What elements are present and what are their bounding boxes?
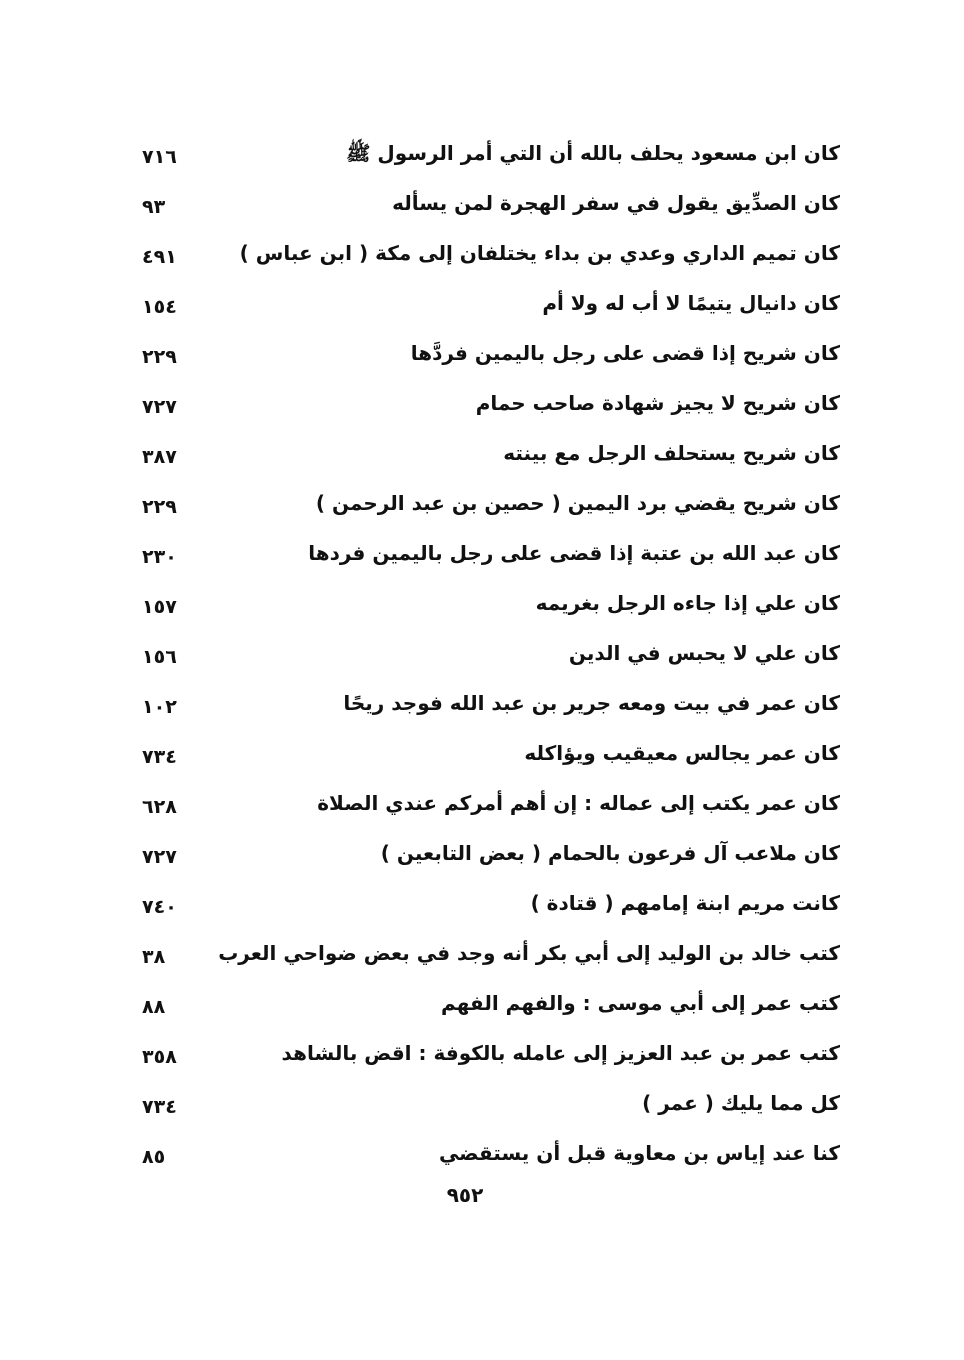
entry-page-number: ٧٣٤ — [142, 1096, 177, 1118]
entry-text: كان علي إذا جاءه الرجل بغريمه — [535, 591, 840, 615]
index-entry — [130, 728, 840, 778]
entry-text: كان عمر في بيت ومعه جرير بن عبد الله فوجد ريحًا — [343, 691, 840, 715]
index-entry — [130, 128, 840, 178]
entry-text: كتب عمر إلى أبي موسى : والفهم الفهم — [441, 991, 840, 1015]
index-entry — [130, 428, 840, 478]
index-entry — [130, 978, 840, 1028]
entry-text: كان علي لا يحبس في الدين — [568, 641, 840, 665]
entry-text: كان شريح يستحلف الرجل مع بينته — [503, 441, 840, 465]
entry-page-number: ١٠٢ — [142, 696, 177, 718]
entry-text: كان شريح إذا قضى على رجل باليمين فردَّها — [410, 341, 840, 365]
entry-page-number: ٧٢٧ — [142, 396, 177, 418]
entry-text: كان ابن مسعود يحلف بالله أن التي أمر الرسول ﷺ — [346, 141, 840, 165]
entry-page-number: ١٥٦ — [142, 646, 177, 668]
page-folio-number: ٩٥٢ — [446, 1183, 484, 1207]
index-entry — [130, 328, 840, 378]
entry-page-number: ٧١٦ — [142, 146, 177, 168]
entry-text: كتب عمر بن عبد العزيز إلى عامله بالكوفة : اقض بالشاهد — [281, 1041, 840, 1065]
entry-text: كل مما يليك ( عمر ) — [642, 1091, 840, 1115]
index-entry — [130, 1078, 840, 1128]
entry-page-number: ٢٣٠ — [142, 546, 177, 568]
index-entry — [130, 228, 840, 278]
entry-text: كان تميم الداري وعدي بن بداء يختلفان إلى مكة ( ابن عباس ) — [239, 241, 840, 265]
entry-text: كان عمر يكتب إلى عماله : إن أهم أمركم عندي الصلاة — [317, 791, 840, 815]
index-entry — [130, 1128, 840, 1178]
index-entry — [130, 278, 840, 328]
index-entry — [130, 628, 840, 678]
entry-page-number: ٨٥ — [142, 1146, 166, 1168]
entry-page-number: ١٥٧ — [142, 596, 177, 618]
entry-text: كان عمر يجالس معيقيب ويؤاكله — [524, 741, 840, 765]
entry-text: كان عبد الله بن عتبة إذا قضى على رجل باليمين فردها — [308, 541, 840, 565]
entry-page-number: ٢٢٩ — [142, 496, 177, 518]
index-entry — [130, 578, 840, 628]
entry-page-number: ٧٣٤ — [142, 746, 177, 768]
index-entry — [130, 528, 840, 578]
entry-text: كان دانيال يتيمًا لا أب له ولا أم — [542, 291, 840, 315]
index-entry — [130, 478, 840, 528]
entry-page-number: ٩٣ — [142, 196, 166, 218]
entry-page-number: ٤٩١ — [142, 246, 177, 268]
index-entry — [130, 878, 840, 928]
index-entry — [130, 1028, 840, 1078]
index-entry — [130, 178, 840, 228]
entry-page-number: ٣٥٨ — [142, 1046, 177, 1068]
index-entry — [130, 928, 840, 978]
entry-text: كان ملاعب آل فرعون بالحمام ( بعض التابعين ) — [380, 841, 840, 865]
entry-page-number: ٣٨ — [142, 946, 166, 968]
entry-page-number: ٨٨ — [142, 996, 166, 1018]
entry-page-number: ٣٨٧ — [142, 446, 177, 468]
index-list — [130, 128, 840, 1178]
entry-text: كانت مريم ابنة إمامهم ( قتادة ) — [530, 891, 840, 915]
index-entry — [130, 828, 840, 878]
index-entry — [130, 378, 840, 428]
index-entry — [130, 778, 840, 828]
entry-text: كان شريح لا يجيز شهادة صاحب حمام — [475, 391, 840, 415]
entry-text: كان شريح يقضي برد اليمين ( حصين بن عبد الرحمن ) — [315, 491, 840, 515]
index-entry — [130, 678, 840, 728]
entry-page-number: ٧٤٠ — [142, 896, 177, 918]
entry-page-number: ٢٢٩ — [142, 346, 177, 368]
entry-page-number: ٧٢٧ — [142, 846, 177, 868]
entry-text: كتب خالد بن الوليد إلى أبي بكر أنه وجد في بعض ضواحي العرب — [218, 941, 840, 965]
entry-page-number: ٦٢٨ — [142, 796, 177, 818]
entry-page-number: ١٥٤ — [142, 296, 177, 318]
entry-text: كان الصدِّيق يقول في سفر الهجرة لمن يسأله — [392, 191, 840, 215]
entry-text: كنا عند إياس بن معاوية قبل أن يستقضي — [438, 1141, 840, 1165]
